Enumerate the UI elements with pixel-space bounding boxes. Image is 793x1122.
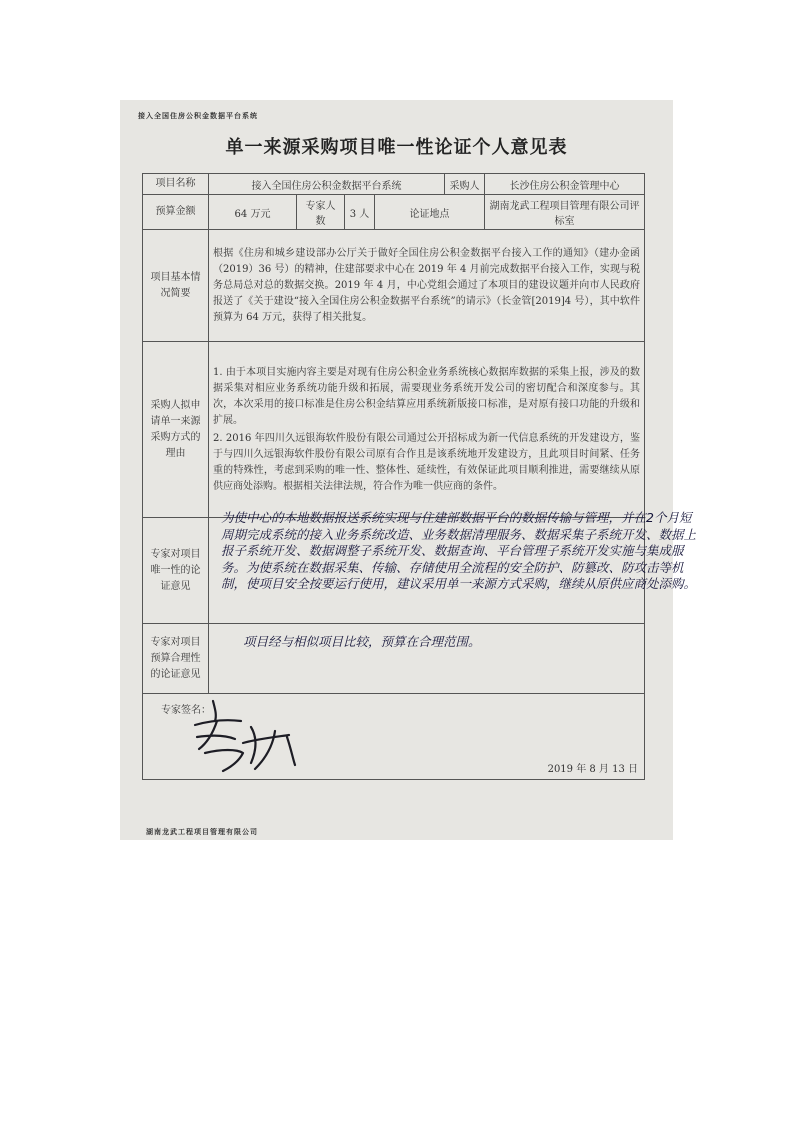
opinion-form-table <box>142 173 697 780</box>
handwritten-signature <box>191 699 301 773</box>
budget-label: 预算金额 <box>143 195 209 230</box>
budget-row <box>143 195 645 230</box>
budget-opinion-cell <box>209 624 645 694</box>
budget-opinion-handwriting: 项目经与相似项目比较，预算在合理范围。 <box>243 634 481 649</box>
uniqueness-handwriting: 为使中心的本地数据报送系统实现与住建部数据平台的数据传输与管理，并在2个月短周期完成系统的接入业务系统改造、业务数据清理服务、数据采集子系统开发、数据上报子系统开发、数据调整子系统开发、数据查询、平台管理子系统开发实施与集成服务。为使系统在数据采集、传输、存储使用全流程的安全防护、防篡改、防攻击等机制，使项目安全按要运行使用，建议采用单一来源方式采购，继续从原供应商处添购。 <box>221 510 697 591</box>
budget-value: 64 万元 <box>209 195 297 230</box>
reason-text <box>209 342 645 518</box>
running-footer: 湖南龙武工程项目管理有限公司 <box>146 828 258 836</box>
location-label: 论证地点 <box>375 195 485 230</box>
budget-opinion-label: 专家对项目预算合理性的论证意见 <box>143 624 209 694</box>
project-name-value: 接入全国住房公积金数据平台系统 <box>209 174 445 195</box>
document-sheet <box>120 100 697 840</box>
signature-date: 2019 年 8 月 13 日 <box>547 763 639 775</box>
project-name-label: 项目名称 <box>143 174 209 195</box>
purchaser-label: 采购人 <box>445 174 485 195</box>
reason-label: 采购人拟申请单一来源采购方式的理由 <box>143 342 209 518</box>
uniqueness-label: 专家对项目唯一性的论证意见 <box>143 518 209 624</box>
running-header: 接入全国住房公积金数据平台系统 <box>138 112 258 120</box>
page-title: 单一来源采购项目唯一性论证个人意见表 <box>225 137 568 158</box>
basic-info-label: 项目基本情况简要 <box>143 230 209 342</box>
location-value: 湖南龙武工程项目管理有限公司评标室 <box>485 195 645 230</box>
project-name-row <box>143 174 645 195</box>
uniqueness-cell <box>209 510 697 624</box>
reason-row <box>143 342 645 518</box>
purchaser-value: 长沙住房公积金管理中心 <box>485 174 645 195</box>
uniqueness-row <box>143 518 645 624</box>
reason-paragraph-1: 1. 由于本项目实施内容主要是对现有住房公积金业务系统核心数据库数据的采集上报，涉及的数据采集对相应业务系统功能升级和拓展，需要现业务系统开发公司的密切配合和深度参与。其次，本次采用的接口标准是住房公积金结算应用系统新版接口标准，是对原有接口功能的升级和扩展。 <box>213 366 641 426</box>
experts-value: 3 人 <box>345 195 375 230</box>
signature-row <box>143 694 645 780</box>
experts-label: 专家人数 <box>297 195 345 230</box>
signature-cell <box>143 694 645 780</box>
signature-area <box>143 695 644 779</box>
signature-label: 专家签名： <box>161 704 211 716</box>
reason-paragraph-2: 2. 2016 年四川久远银海软件股份有限公司通过公开招标成为新一代信息系统的开发建设方，鉴于与四川久远银海软件股份有限公司原有合作且是该系统地开发建设方，且此项目时间紧、任务重的特殊性，考虑到采购的唯一性、整体性、延续性，有效保证此项目顺利推进，需要继续从原供应商处添购。根据相关法律法规，符合作为唯一供应商的条件。 <box>213 432 641 492</box>
budget-opinion-row <box>143 624 645 694</box>
basic-info-text: 根据《住房和城乡建设部办公厅关于做好全国住房公积金数据平台接入工作的通知》（建办金函（2019）36 号）的精神，住建部要求中心在 2019 年 4 月前完成数据平台接入工作，实现与税务总局总对总的数据交换。2019 年 4 月，中心党组会通过了本项目的建设议题并向市人民政府报送了《关于建设“接入全国住房公积金数据平台系统”的请示》（长金管[2019]4 号），其中软件预算为 64 万元，获得了相关批复。 <box>209 230 645 342</box>
basic-info-row <box>143 230 645 342</box>
